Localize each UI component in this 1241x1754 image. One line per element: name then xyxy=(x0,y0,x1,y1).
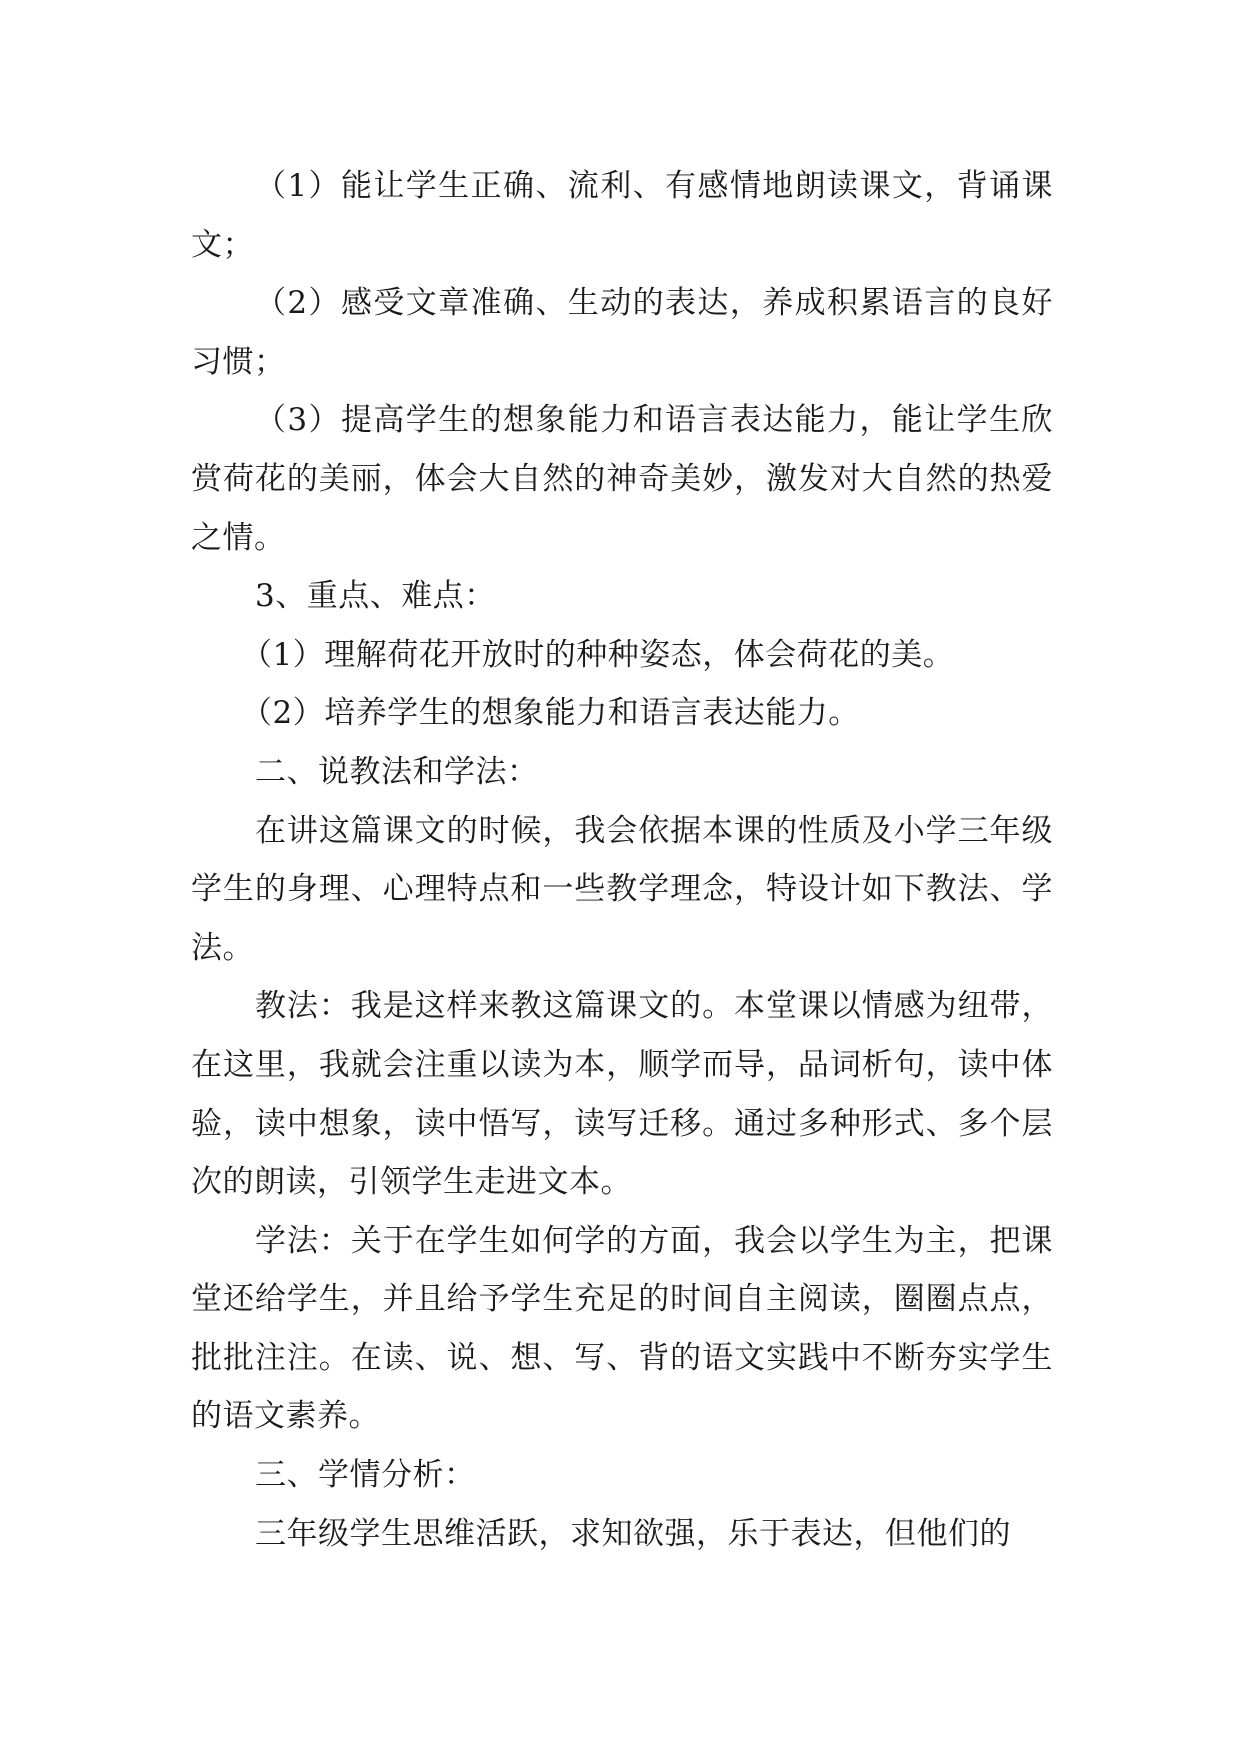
objective-1: （1）能让学生正确、流利、有感情地朗读课文，背诵课文； xyxy=(191,168,1053,263)
objective-2: （2）感受文章准确、生动的表达，养成积累语言的良好习惯； xyxy=(191,285,1053,380)
section-heading-analysis: 三、学情分析： xyxy=(255,1457,476,1494)
teaching-method: 教法：我是这样来教这篇课文的。本堂课以情感为纽带，在这里，我就会注重以读为本，顺学而导，品词析句，读中体验，读中想象，读中悟写，读写迁移。通过多种形式、多个层次的朗读，引领学生走进文本。 xyxy=(191,988,1053,1201)
learning-method: 学法：关于在学生如何学的方面，我会以学生为主，把课堂还给学生，并且给予学生充足的时间自主阅读，圈圈点点，批批注注。在读、说、想、写、背的语文实践中不断夯实学生的语文素养。 xyxy=(191,1222,1053,1435)
document-body xyxy=(191,157,1053,1563)
methods-intro: 在讲这篇课文的时候，我会依据本课的性质及小学三年级学生的身理、心理特点和一些教学理念，特设计如下教法、学法。 xyxy=(191,812,1053,966)
objective-3: （3）提高学生的想象能力和语言表达能力，能让学生欣赏荷花的美丽，体会大自然的神奇美妙，激发对大自然的热爱之情。 xyxy=(191,402,1053,556)
key-point-1: （1）理解荷花开放时的种种姿态，体会荷花的美。 xyxy=(241,636,955,673)
section-heading-methods: 二、说教法和学法： xyxy=(255,753,539,790)
key-point-2: （2）培养学生的想象能力和语言表达能力。 xyxy=(241,695,860,732)
section-heading-key-points: 3、重点、难点： xyxy=(255,578,496,615)
analysis-text: 三年级学生思维活跃，求知欲强，乐于表达，但他们的 xyxy=(255,1515,1011,1552)
